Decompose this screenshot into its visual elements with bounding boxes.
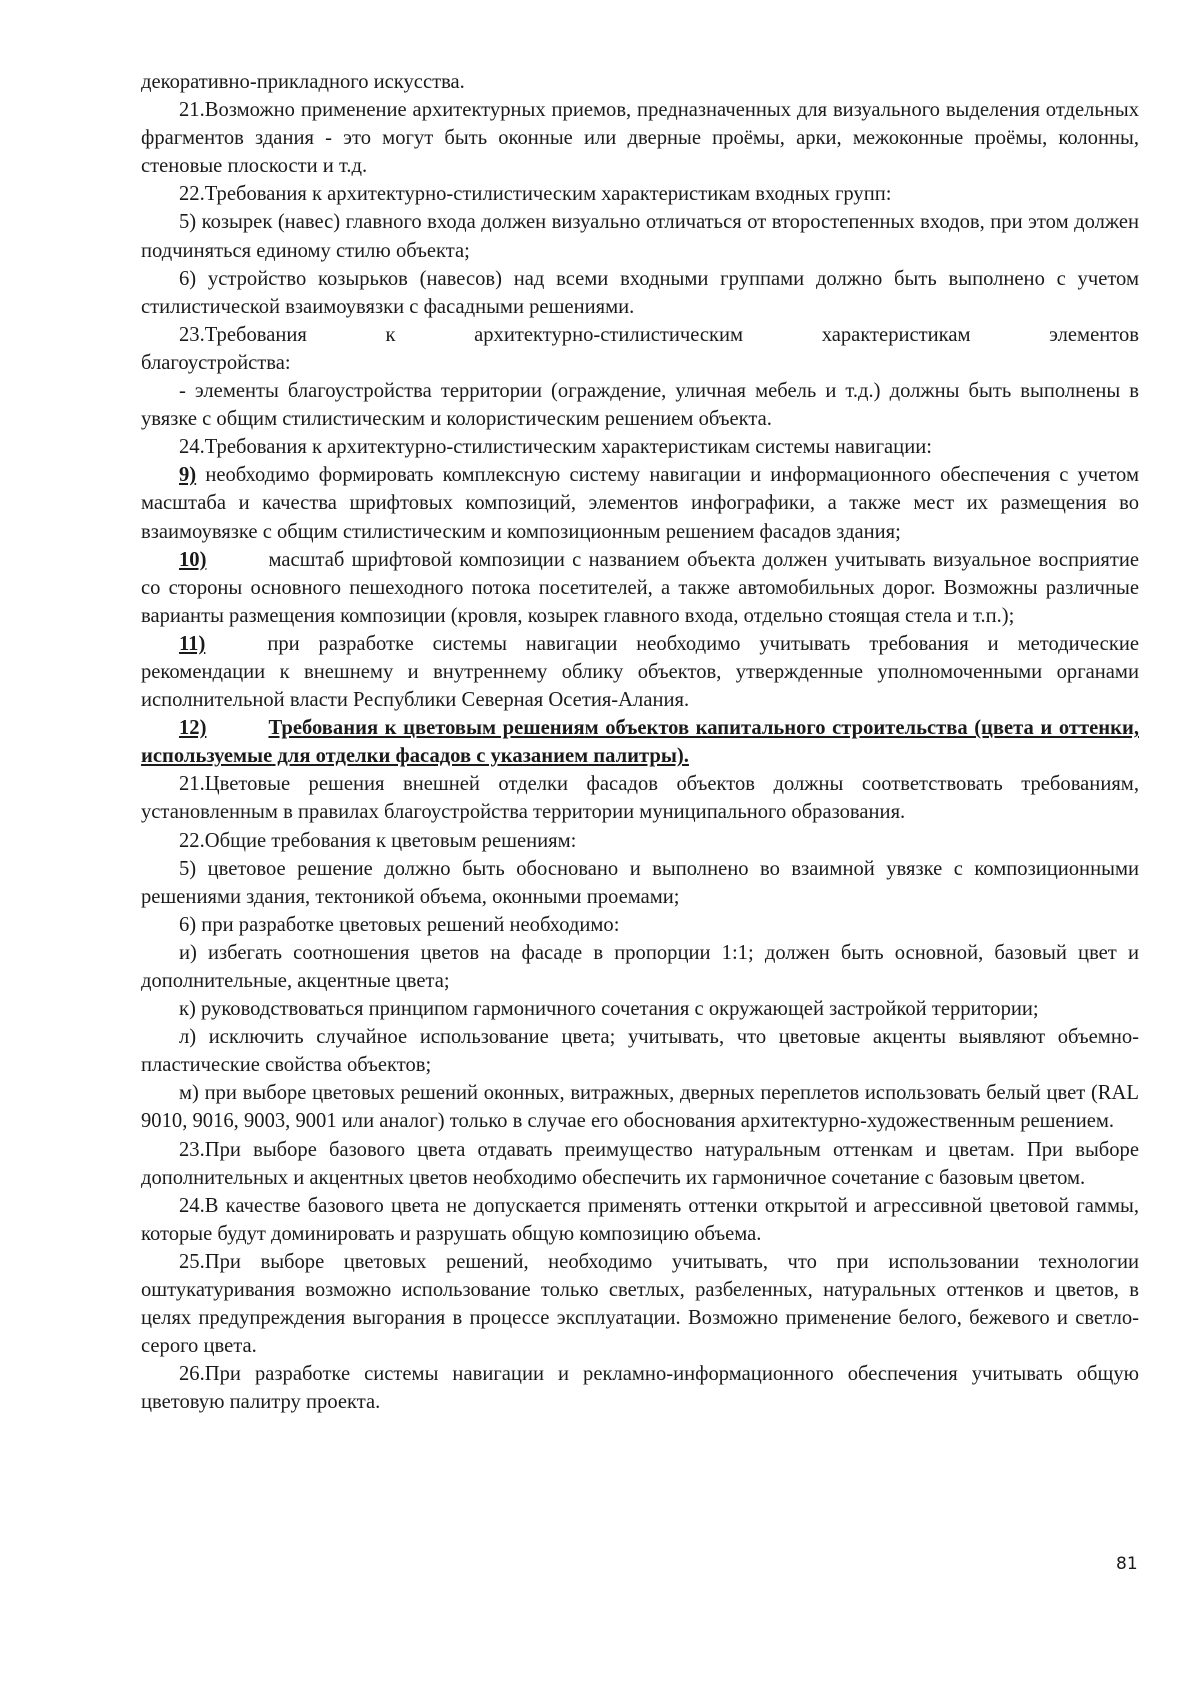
paragraph-21-color-solutions: 21.Цветовые решения внешней отделки фасадов объектов должны соответствовать требованиям, установленным в правилах благоустройства территории муниципального образования.	[141, 773, 1139, 824]
paragraph-22-entrance-groups: 22.Требования к архитектурно-стилистическим характеристикам входных групп:	[179, 183, 892, 206]
item-11-number: 11)	[179, 632, 206, 655]
p23-word-1: 23.Требования	[179, 323, 307, 346]
paragraph-24-navigation: 24.Требования к архитектурно-стилистическим характеристикам системы навигации:	[179, 436, 932, 459]
item-10-font-scale	[141, 546, 1139, 630]
item-6-color-development: 6) при разработке цветовых решений необходимо:	[179, 913, 620, 936]
item-12-number: 12)	[179, 717, 207, 740]
item-12-text: Требования к цветовым решениям объектов капитального строительства (цвета и оттенки, используемые для отделки фасадов с указанием палитры).	[141, 717, 1139, 768]
item-12-color-heading	[141, 714, 1139, 770]
paragraph-21-architectural-techniques: 21.Возможно применение архитектурных приемов, предназначенных для визуального выделения отдельных фрагментов здания - это могут быть оконные или дверные проёмы, арки, межоконные проёмы, колонны, стеновые плоскости и т.д.	[141, 99, 1139, 178]
item-6-canopies: 6) устройство козырьков (навесов) над всеми входными группами должно быть выполнено с учетом стилистической взаимоувязки с фасадными решениями.	[141, 267, 1139, 318]
p23-word-3: архитектурно-стилистическим	[474, 323, 744, 346]
item-5-color-justification: 5) цветовое решение должно быть обосновано и выполнено во взаимной увязке с композиционными решениями здания, тектоникой объема, оконными проемами;	[141, 857, 1139, 908]
paragraph-23-tail: благоустройства:	[141, 351, 291, 374]
paragraph-22-general-color-requirements: 22.Общие требования к цветовым решениям:	[179, 829, 577, 852]
item-11-navigation-requirements	[141, 630, 1139, 714]
item-9-navigation-system	[141, 461, 1139, 545]
item-landscaping-elements: - элементы благоустройства территории (ограждение, уличная мебель и т.д.) должны быть выполнены в увязке с общим стилистическим и колористическим решением объекта.	[141, 380, 1139, 431]
paragraph-23-base-color: 23.При выборе базового цвета отдавать преимущество натуральным оттенкам и цветам. При выборе дополнительных и акцентных цветов необходимо обеспечить их гармоничное сочетание с базовым цветом.	[141, 1138, 1139, 1189]
item-m-window-frames: м) при выборе цветовых решений оконных, витражных, дверных переплетов использовать белый цвет (RAL 9010, 9016, 9003, 9001 или аналог) только в случае его обоснования архитектурно-художественным решением.	[141, 1082, 1139, 1133]
item-l-random-color: л) исключить случайное использование цвета; учитывать, что цветовые акценты выявляют объемно-пластические свойства объектов;	[141, 1026, 1139, 1077]
item-11-text: при разработке системы навигации необходимо учитывать требования и методические рекомендации к внешнему и внутреннему облику объектов, утвержденные уполномоченными органами исполнительной власти Республики Северная Осетия-Алания.	[141, 632, 1139, 712]
page-number: 81	[1116, 1554, 1138, 1574]
paragraph-24-aggressive-shades: 24.В качестве базового цвета не допускается применять оттенки открытой и агрессивной цветовой гаммы, которые будут доминировать и разрушать общую композицию объема.	[141, 1194, 1139, 1245]
p23-word-4: характеристикам	[821, 323, 971, 346]
item-10-text: масштаб шрифтовой композиции с названием объекта должен учитывать визуальное восприятие со стороны основного пешеходного потока посетителей, а также автомобильных дорог. Возможны различные варианты размещения композиции (кровля, козырек главного входа, отдельно стоящая стела и т.п.);	[141, 548, 1139, 627]
paragraph-23-landscaping-heading	[141, 321, 1139, 349]
item-5-canopy: 5) козырек (навес) главного входа должен визуально отличаться от второстепенных входов, при этом должен подчиняться единому стилю объекта;	[141, 211, 1139, 262]
item-i-color-proportion: и) избегать соотношения цветов на фасаде в пропорции 1:1; должен быть основной, базовый цвет и дополнительные, акцентные цвета;	[141, 941, 1139, 992]
paragraph-26-navigation-palette: 26.При разработке системы навигации и рекламно-информационного обеспечения учитывать общую цветовую палитру проекта.	[141, 1363, 1139, 1414]
item-9-number: 9)	[179, 464, 197, 487]
document-page	[141, 68, 1139, 1417]
p23-word-5: элементов	[1049, 323, 1139, 346]
item-9-text: необходимо формировать комплексную систему навигации и информационного обеспечения с учетом масштаба и качества шрифтовых композиций, элементов инфографики, а также мест их размещения во взаимоувязке с общим стилистическим и композиционным решением фасадов здания;	[141, 464, 1139, 543]
paragraph-continuation: декоративно-прикладного искусства.	[141, 71, 465, 93]
item-10-number: 10)	[179, 548, 207, 571]
item-k-harmony: к) руководствоваться принципом гармоничного сочетания с окружающей застройкой территории;	[179, 998, 1039, 1021]
p23-word-2: к	[385, 323, 396, 346]
paragraph-25-plastering: 25.При выборе цветовых решений, необходимо учитывать, что при использовании технологии оштукатуривания возможно использование только светлых, разбеленных, натуральных оттенков и цветов, в целях предупреждения выгорания в процессе эксплуатации. Возможно применение белого, бежевого и светло-серого цвета.	[141, 1250, 1139, 1358]
